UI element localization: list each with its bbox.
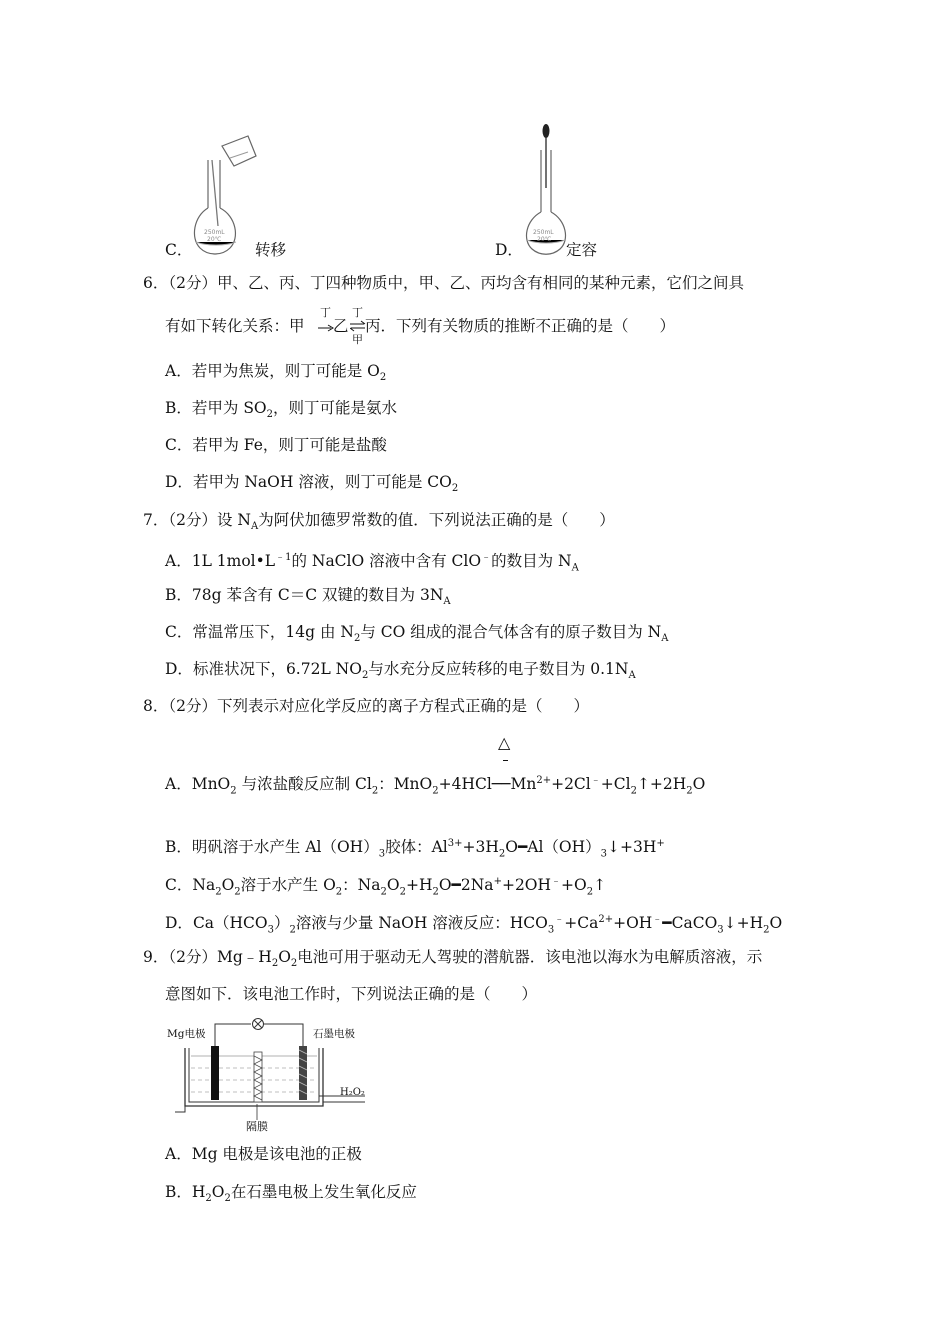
h2o2-inlet-label: H₂O₂ bbox=[340, 1087, 365, 1098]
q9-option-a: A．Mg 电极是该电池的正极 bbox=[165, 1145, 362, 1163]
q6-arrow-top-1: 丁 bbox=[320, 306, 331, 319]
q8-option-b: B．明矾溶于水产生 $Al(OH)_3$胶体：$Al^{3+}+3H_2O━Al(OH)_3↓+3H^+$ bbox=[165, 838, 665, 860]
q6-stem-2c: 丙．下列有关物质的推断不正确的是（ ） bbox=[365, 317, 676, 335]
q6-stem-1: 甲、乙、丙、丁四种物质中，甲、乙、丙均含有相同的某种元素，它们之间具 bbox=[217, 274, 745, 292]
q6-arrow-1 bbox=[318, 318, 334, 337]
q7-option-b: B．78g 苯含有 C＝C 双键的数目为 $3N_A$ bbox=[165, 586, 451, 608]
transfer-flask-figure bbox=[190, 130, 265, 258]
heat-symbol: △ bbox=[498, 733, 511, 752]
q8-option-a: A．MnO$_2$ 与浓盐酸反应制 $Cl_2$：$MnO_2+4HCl──Mn^{2+}+2Cl^﹣+Cl_2↑+2H_2O$ bbox=[165, 775, 706, 797]
q6-stem-line2 bbox=[165, 316, 305, 336]
fix-volume-flask-figure bbox=[522, 122, 572, 258]
q7-option-a: A．1L $1mol•L^{﹣1}$的 NaClO 溶液中含有 ClO﹣的数目为 $N_A$ bbox=[165, 552, 579, 574]
q6-score: （2分） bbox=[168, 274, 217, 292]
svg-text:20℃: 20℃ bbox=[537, 236, 552, 243]
q6-arrow-top-2: 丁 bbox=[352, 306, 363, 319]
option-c-letter: C． bbox=[165, 241, 193, 259]
q9-stem-line2: 意图如下．该电池工作时，下列说法正确的是（ ） bbox=[165, 985, 538, 1003]
option-c-caption: 转移 bbox=[255, 241, 287, 259]
heat-underline bbox=[503, 760, 508, 761]
q9-stem-line1: 9．（2分）$Mg﹣H_2O_2$电池可用于驱动无人驾驶的潜航器．该电池以海水为电解质溶液，示 bbox=[143, 948, 763, 970]
q8-stem: 8．（2分）下列表示对应化学反应的离子方程式正确的是（ ） bbox=[143, 697, 590, 715]
q8-option-c: C．$Na_2O_2$溶于水产生 $O_2$：$Na_2O_2+H_2O━2Na^++2OH^﹣+O_2↑$ bbox=[165, 876, 607, 898]
q6-stem-line1 bbox=[143, 273, 744, 293]
q6-option-c: C．若甲为 Fe，则丁可能是盐酸 bbox=[165, 436, 387, 454]
svg-text:20℃: 20℃ bbox=[207, 236, 222, 243]
option-d-letter: D． bbox=[495, 241, 523, 259]
q6-number: 6． bbox=[143, 274, 169, 292]
q6-option-d: D．若甲为 NaOH 溶液，则丁可能是 $CO_2$ bbox=[165, 473, 459, 495]
q6-option-a: A．若甲为焦炭，则丁可能是 $O_2$ bbox=[165, 362, 387, 384]
q7-option-d: D．标准状况下，6.72L $NO_2$与水充分反应转移的电子数目为 $0.1N_A$ bbox=[165, 660, 636, 682]
q6-arrow-bottom-2: 甲 bbox=[352, 333, 363, 346]
svg-text:250mL: 250mL bbox=[533, 229, 554, 236]
graphite-electrode-label: 石墨电极 bbox=[313, 1028, 355, 1040]
option-d-caption: 定容 bbox=[566, 241, 598, 259]
mg-electrode-label: Mg电极 bbox=[167, 1028, 206, 1040]
q7-option-c: C．常温常压下，14g 由 $N_2$与 CO 组成的混合气体含有的原子数目为 $N_A$ bbox=[165, 623, 669, 645]
q6-stem-2a: 有如下转化关系：甲 bbox=[165, 317, 305, 335]
svg-text:250mL: 250mL bbox=[204, 229, 225, 236]
q8-option-d: D．$Ca(HCO_3)_2$溶液与少量 NaOH 溶液反应：$HCO_3^﹣+Ca^{2+}+OH^﹣━CaCO_3↓+H_2O$ bbox=[165, 914, 783, 936]
q6-option-b: B．若甲为 $SO_2$，则丁可能是氨水 bbox=[165, 399, 398, 421]
membrane-label: 隔膜 bbox=[246, 1120, 268, 1133]
q6-stem-2b: 乙 bbox=[333, 317, 349, 335]
q7-stem: 7．（2分）设 $N_A$为阿伏加德罗常数的值．下列说法正确的是（ ） bbox=[143, 511, 615, 533]
q9-option-b: B．$H_2O_2$在石墨电极上发生氧化反应 bbox=[165, 1183, 417, 1205]
